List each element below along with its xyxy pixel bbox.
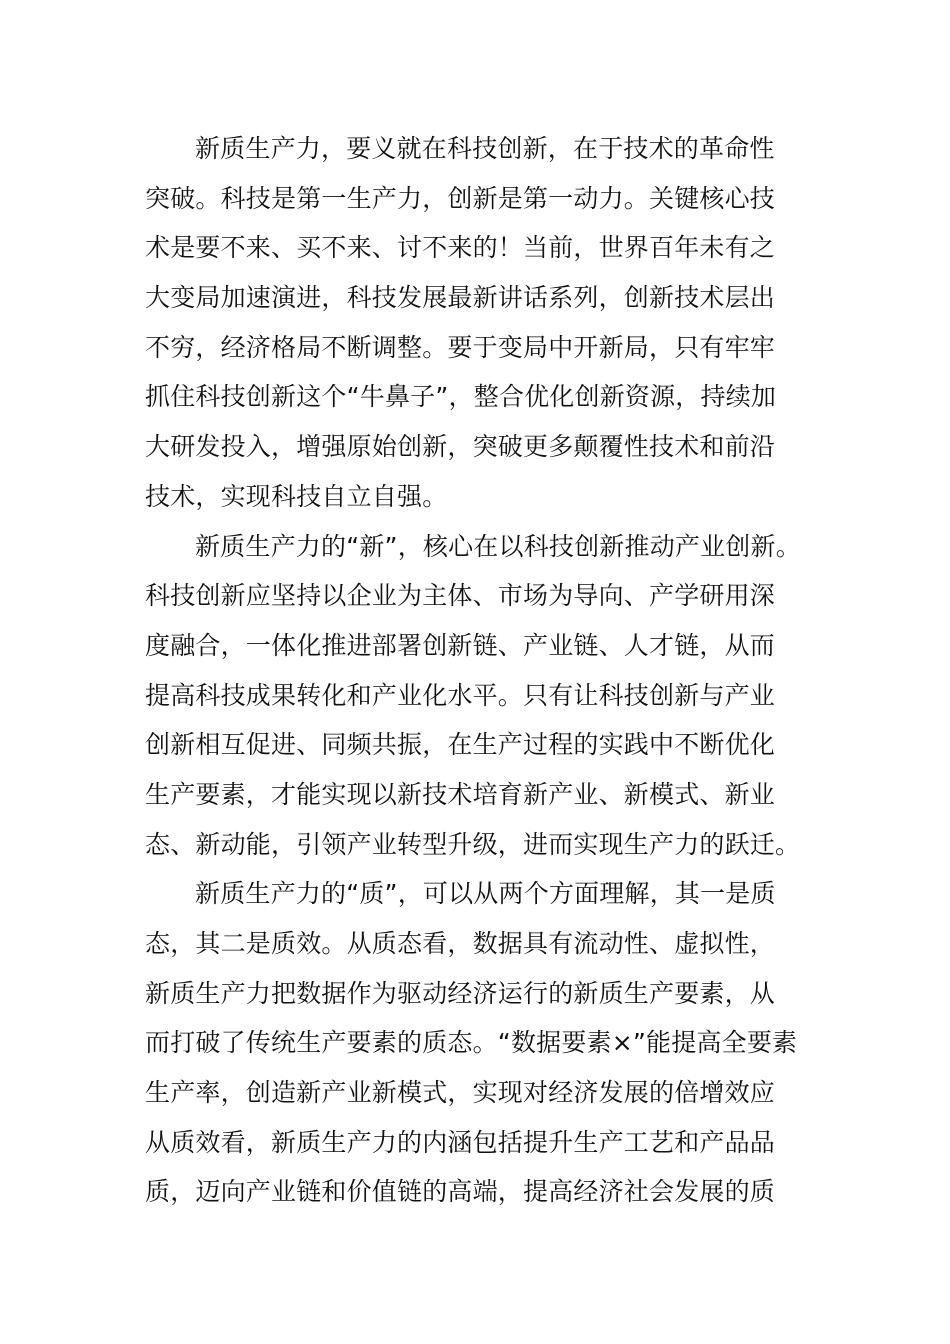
- paragraph-3-line-4: 而打破了传统生产要素的质态。“数据要素×”能提高全要素: [145, 1028, 798, 1058]
- paragraph-2-line-2: 科技创新应坚持以企业为主体、市场为导向、产学研用深: [145, 581, 776, 611]
- paragraph-1-line-5: 不穷，经济格局不断调整。要于变局中开新局，只有牢牢: [145, 332, 776, 362]
- paragraph-1-line-4: 大变局加速演进，科技发展最新讲话系列，创新技术层出: [145, 283, 776, 313]
- paragraph-1-line-2: 突破。科技是第一生产力，创新是第一动力。关键核心技: [145, 183, 776, 213]
- paragraph-3-line-5: 生产率，创造新产业新模式，实现对经济发展的倍增效应: [145, 1078, 776, 1108]
- paragraph-1-line-8: 技术，实现科技自立自强。: [145, 481, 448, 511]
- paragraph-1-line-1: 新质生产力，要义就在科技创新，在于技术的革命性: [195, 134, 775, 163]
- paragraph-2-line-6: 生产要素，才能实现以新技术培育新产业、新模式、新业: [145, 779, 776, 809]
- paragraph-2-line-3: 度融合，一体化推进部署创新链、产业链、人才链，从而: [145, 630, 776, 660]
- paragraph-2-line-7: 态、新动能，引领产业转型升级，进而实现生产力的跃迁。: [145, 829, 801, 859]
- body-text: [145, 124, 810, 1217]
- paragraph-2-line-5: 创新相互促进、同频共振，在生产过程的实践中不断优化: [145, 730, 776, 760]
- paragraph-3-line-3: 新质生产力把数据作为驱动经济运行的新质生产要素，从: [145, 978, 776, 1008]
- paragraph-2-line-1: 新质生产力的“新”，核心在以科技创新推动产业创新。: [195, 531, 801, 561]
- paragraph-3-line-7: 质，迈向产业链和价值链的高端，提高经济社会发展的质: [145, 1177, 776, 1207]
- paragraph-1-line-3: 术是要不来、买不来、讨不来的！当前，世界百年未有之: [145, 233, 776, 263]
- paragraph-3-line-6: 从质效看，新质生产力的内涵包括提升生产工艺和产品品: [145, 1127, 776, 1157]
- paragraph-3-line-1: 新质生产力的“质”，可以从两个方面理解，其一是质: [195, 879, 776, 909]
- paragraph-3-line-2: 态，其二是质效。从质态看，数据具有流动性、虚拟性，: [145, 929, 776, 958]
- paragraph-1-line-7: 大研发投入，增强原始创新，突破更多颠覆性技术和前沿: [145, 432, 776, 462]
- paragraph-1-line-6: 抓住科技创新这个“牛鼻子”，整合优化创新资源，持续加: [145, 382, 777, 412]
- paragraph-2-line-4: 提高科技成果转化和产业化水平。只有让科技创新与产业: [145, 680, 776, 710]
